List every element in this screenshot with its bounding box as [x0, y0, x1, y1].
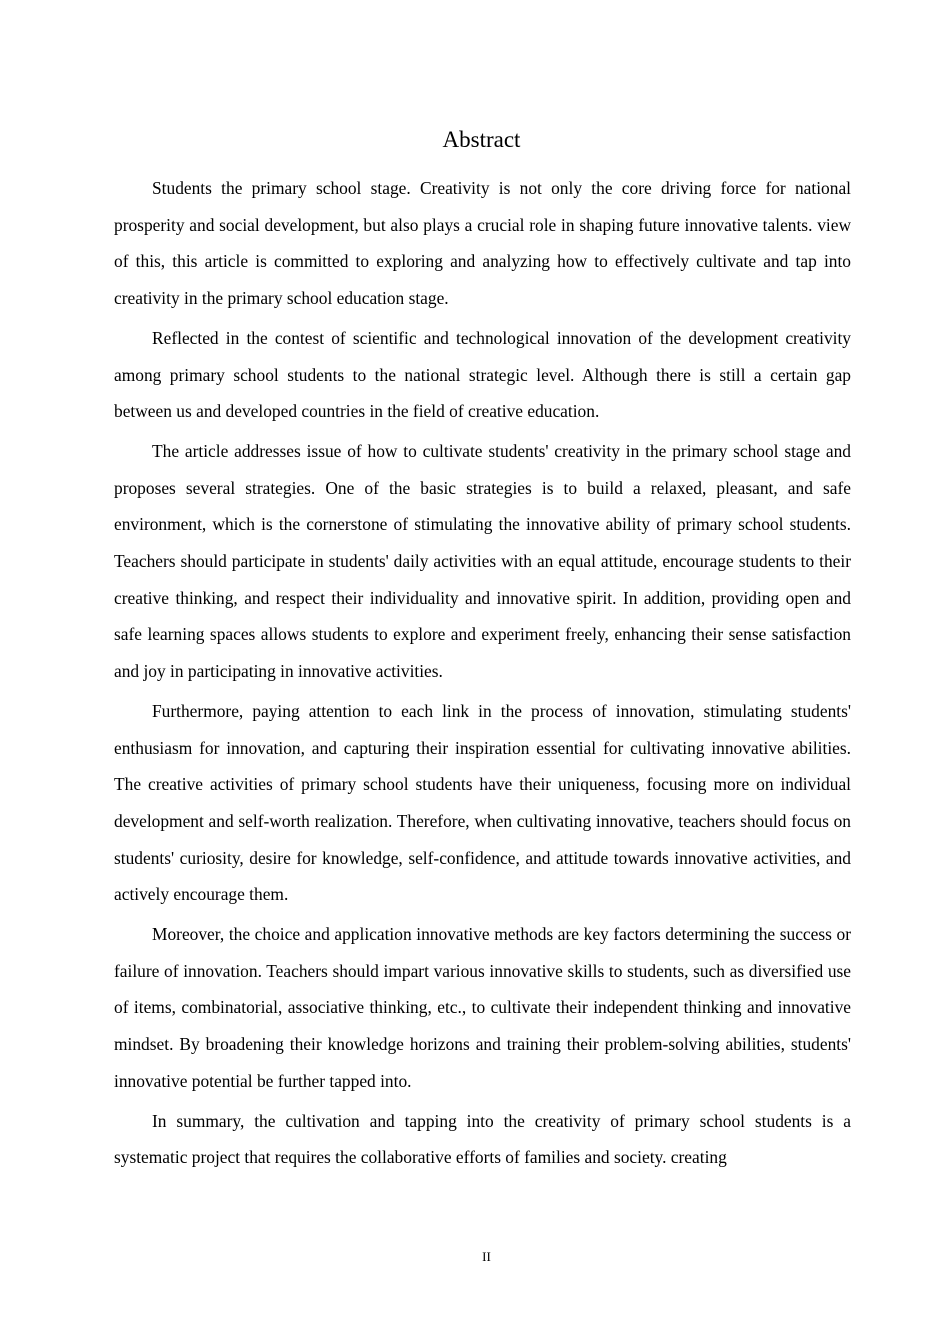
- abstract-body: [114, 170, 851, 1179]
- paragraph-4: Furthermore, paying attention to each link in the process of innovation, stimulating students' enthusiasm for innovation, and capturing their inspiration essential for cultivating innovative abilities. The creative activities of primary school students have their uniqueness, focusing more on individual development and self-worth realization. Therefore, when cultivating innovative, teachers should focus on students' curiosity, desire for knowledge, self-confidence, and attitude towards innovative activities, and actively encourage them.: [114, 700, 851, 905]
- paragraph-2: Reflected in the contest of scientific and technological innovation of the development creativity among primary school students to the national strategic level. Although there is still a certain gap between us and developed countries in the field of creative education.: [114, 327, 851, 422]
- paragraph-1: Students the primary school stage. Creativity is not only the core driving force for national prosperity and social development, but also plays a crucial role in shaping future innovative talents. view of this, this article is committed to exploring and analyzing how to effectively cultivate and tap into creativity in the primary school education stage.: [114, 178, 851, 309]
- paragraph-6: In summary, the cultivation and tapping into the creativity of primary school students is a systematic project that requires the collaborative efforts of families and society. creating: [114, 1110, 851, 1168]
- page-number: II: [482, 1249, 491, 1264]
- paragraph-5: Moreover, the choice and application innovative methods are key factors determining the success or failure of innovation. Teachers should impart various innovative skills to students, such as diversified use of items, combinatorial, associative thinking, etc., to cultivate their independent thinking and innovative mindset. By broadening their knowledge horizons and training their problem-solving abilities, students' innovative potential be further tapped into.: [114, 924, 851, 1091]
- abstract-title: Abstract: [442, 127, 521, 152]
- paragraph-3: The article addresses issue of how to cultivate students' creativity in the primary school stage and proposes several strategies. One of the basic strategies is to build a relaxed, pleasant, and safe environment, which is the cornerstone of stimulating the innovative ability of primary school students. Teachers should participate in students' daily activities with an equal attitude, encourage students to their creative thinking, and respect their individuality and innovative spirit. In addition, providing open and safe learning spaces allows students to explore and experiment freely, enhancing their sense satisfaction and joy in participating in innovative activities.: [114, 440, 851, 682]
